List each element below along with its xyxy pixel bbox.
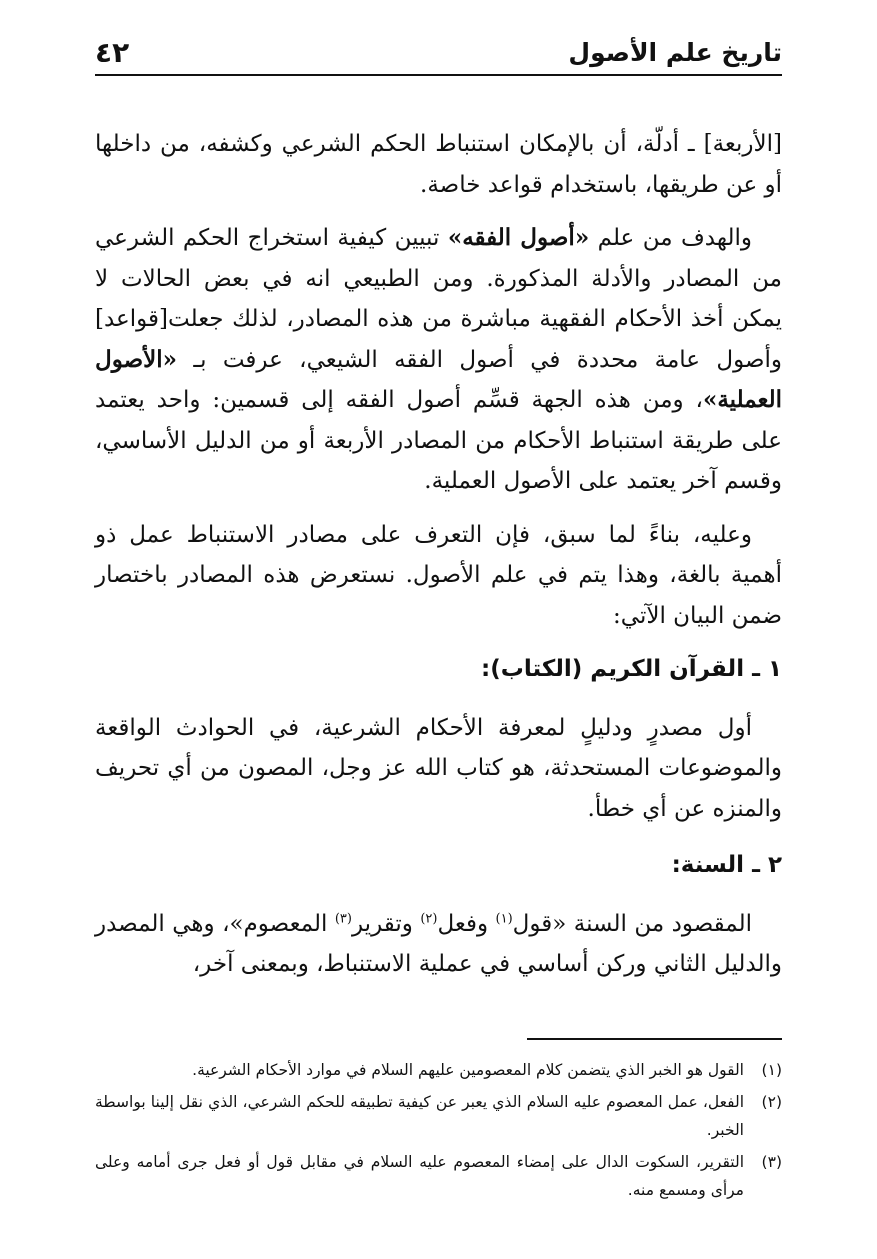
paragraph: [الأربعة] ـ أدلّة، أن بالإمكان استنباط الحكم الشرعي وكشفه، من داخلها أو عن طريقها، باستخدام قواعد خاصة. (95, 131, 782, 198)
footnote-text: القول هو الخبر الذي يتضمن كلام المعصومين عليهم السلام في موارد الأحكام الشرعية. (192, 1061, 744, 1079)
footnote-number: (٣) (761, 1153, 782, 1171)
paragraph (95, 904, 782, 985)
bold-term: «أصول الفقه» (447, 224, 590, 251)
footnote-ref[interactable]: (١) (495, 910, 513, 926)
footnote-number: (١) (761, 1061, 782, 1079)
footnote-text: الفعل، عمل المعصوم عليه السلام الذي يعبر عن كيفية تطبيقه للحكم الشرعي، الذي نقل إلينا بواسطة الخبر. (95, 1093, 744, 1139)
paragraph: أول مصدرٍ ودليلٍ لمعرفة الأحكام الشرعية، في الحوادث الواقعة والموضوعات المستحدثة، هو كتاب الله عز وجل، المصون من أي تحريف والمنزه عن أي خطأ. (95, 714, 782, 822)
footnotes (95, 1056, 782, 1208)
paragraph (95, 218, 782, 502)
footnote-divider (527, 1038, 782, 1040)
text-run: تبيين كيفية استخراج الحكم الشرعي من المصادر والأدلة المذكورة. ومن الطبيعي انه في بعض الحالات لا يمكن أخذ الأحكام الفقهية مباشرة من هذه المصادر، لذلك جعلت[قواعد] وأصول عامة محددة في أصول الفقه الشيعي، عرفت بـ (95, 225, 782, 373)
paragraph: وعليه، بناءً لما سبق، فإن التعرف على مصادر الاستنباط عمل ذو أهمية بالغة، وهذا يتم في علم الأصول. نستعرض هذه المصادر باختصار ضمن البيان الآتي: (95, 521, 782, 629)
footnote (95, 1088, 782, 1144)
text-run: وتقرير (351, 910, 421, 937)
page-header (95, 34, 782, 76)
body-text (95, 124, 782, 998)
footnote-ref[interactable]: (٢) (420, 910, 438, 926)
text-run: وفعل (437, 910, 496, 937)
section-heading: ٢ ـ السنة: (671, 852, 782, 878)
footnote-text: التقرير، السكوت الدال على إمضاء المعصوم عليه السلام في مقابل قول أو فعل جرى أمامه وعلى مرأى ومسمع منه. (95, 1153, 744, 1199)
section-heading: ١ ـ القرآن الكريم (الكتاب): (481, 656, 782, 682)
footnote (95, 1056, 782, 1084)
footnote-number: (٢) (761, 1093, 782, 1111)
page-number: ٤٢ (95, 36, 130, 69)
text-run: ، ومن هذه الجهة قسِّم أصول الفقه إلى قسمين: واحد يعتمد على طريقة استنباط الأحكام من المصادر الأربعة أو من الدليل الأساسي، وقسم آخر يعتمد على الأصول العملية. (95, 387, 782, 494)
text-run: المعصوم»، وهي المصدر والدليل الثاني وركن أساسي في عملية الاستنباط، وبمعنى آخر، (95, 910, 782, 977)
footnote (95, 1148, 782, 1204)
text-run: المقصود من السنة «قول (512, 910, 752, 937)
text-run: والهدف من علم (589, 225, 752, 251)
running-title: تاريخ علم الأصول (568, 38, 782, 67)
footnote-ref[interactable]: (٣) (334, 910, 352, 926)
bold-term: «الأصول العملية» (95, 345, 782, 413)
